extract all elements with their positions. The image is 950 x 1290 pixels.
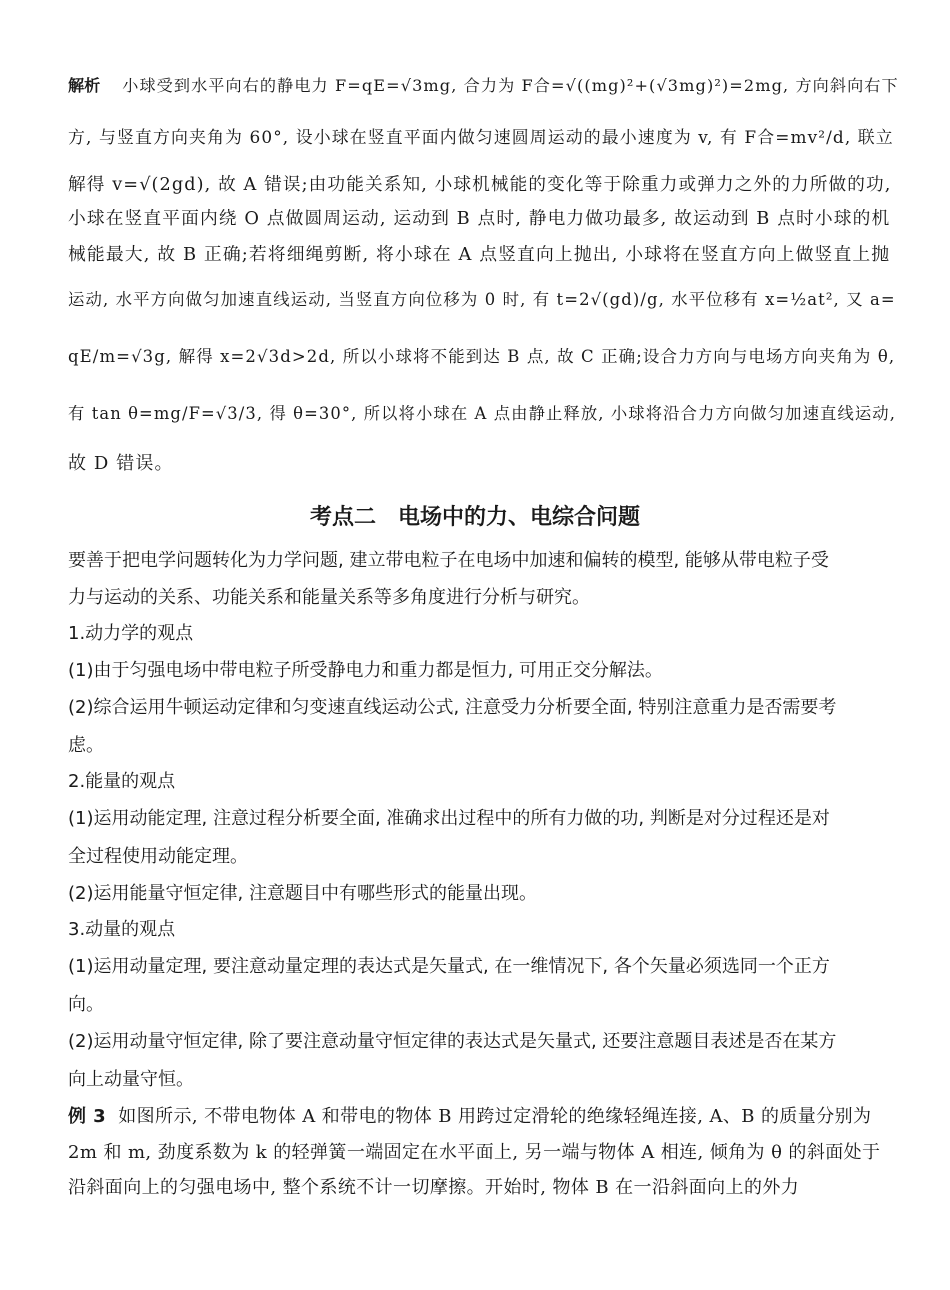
section-intro-line-1: 要善于把电学问题转化为力学问题, 建立带电粒子在电场中加速和偏转的模型, 能够从带电粒子受 (68, 550, 829, 571)
list-item: (1)运用动量定理, 要注意动量定理的表达式是矢量式, 在一维情况下, 各个矢量必须选同一个正方 (68, 956, 830, 977)
list-item: 全过程使用动能定理。 (68, 846, 248, 867)
list-item: 向。 (68, 994, 104, 1015)
solution-line-1: 解析 小球受到水平向右的静电力 F=qE=√3mg, 合力为 F合=√((mg)²+(√3mg)²)=2mg, 方向斜向右下 (68, 76, 899, 95)
solution-line-7: qE/m=√3g, 解得 x=2√3d>2d, 所以小球将不能到达 B 点, 故 C 正确;设合力方向与电场方向夹角为 θ, (68, 347, 896, 366)
list-item: (2)综合运用牛顿运动定律和匀变速直线运动公式, 注意受力分析要全面, 特别注意重力是否需要考 (68, 697, 837, 718)
section-intro-line-2: 力与运动的关系、功能关系和能量关系等多角度进行分析与研究。 (68, 587, 590, 608)
list-item: 向上动量守恒。 (68, 1069, 194, 1090)
section-title: 考点二 电场中的力、电综合问题 (309, 505, 640, 530)
solution-line-3: 解得 v=√(2gd), 故 A 错误;由功能关系知, 小球机械能的变化等于除重力或弹力之外的力所做的功, (68, 175, 892, 195)
solution-label: 解析 (68, 76, 101, 95)
solution-line-2: 方, 与竖直方向夹角为 60°, 设小球在竖直平面内做匀速圆周运动的最小速度为 v, 有 F合=mv²/d, 联立 (68, 127, 894, 147)
list-item: (2)运用能量守恒定律, 注意题目中有哪些形式的能量出现。 (68, 883, 537, 904)
list-item: 虑。 (68, 735, 104, 756)
item-momentum-heading: 3.动量的观点 (68, 919, 176, 940)
solution-line-9: 故 D 错误。 (68, 453, 174, 474)
list-item: (2)运用动量守恒定律, 除了要注意动量守恒定律的表达式是矢量式, 还要注意题目表述是否在某方 (68, 1031, 837, 1052)
item-energy-heading: 2.能量的观点 (68, 771, 176, 792)
example-line-2: 2m 和 m, 劲度系数为 k 的轻弹簧一端固定在水平面上, 另一端与物体 A 相连, 倾角为 θ 的斜面处于 (68, 1142, 881, 1163)
example-line-3: 沿斜面向上的匀强电场中, 整个系统不计一切摩擦。开始时, 物体 B 在一沿斜面向上的外力 (68, 1177, 800, 1198)
item-dynamics-heading: 1.动力学的观点 (68, 623, 194, 644)
example-line-1: 例 3 如图所示, 不带电物体 A 和带电的物体 B 用跨过定滑轮的绝缘轻绳连接, A、B 的质量分别为 (68, 1106, 872, 1127)
example-label: 例 3 (68, 1106, 106, 1127)
list-item: (1)运用动能定理, 注意过程分析要全面, 准确求出过程中的所有力做的功, 判断是对分过程还是对 (68, 808, 830, 829)
solution-line-4: 小球在竖直平面内绕 O 点做圆周运动, 运动到 B 点时, 静电力做功最多, 故运动到 B 点时小球的机 (68, 209, 891, 229)
list-item: (1)由于匀强电场中带电粒子所受静电力和重力都是恒力, 可用正交分解法。 (68, 660, 663, 681)
solution-line-8: 有 tan θ=mg/F=√3/3, 得 θ=30°, 所以将小球在 A 点由静止释放, 小球将沿合力方向做匀加速直线运动, (68, 404, 897, 423)
solution-line-5: 械能最大, 故 B 正确;若将细绳剪断, 将小球在 A 点竖直向上抛出, 小球将在竖直方向上做竖直上抛 (68, 244, 891, 265)
solution-line-6: 运动, 水平方向做匀加速直线运动, 当竖直方向位移为 0 时, 有 t=2√(gd)/g, 水平位移有 x=½at², 又 a= (68, 290, 896, 309)
